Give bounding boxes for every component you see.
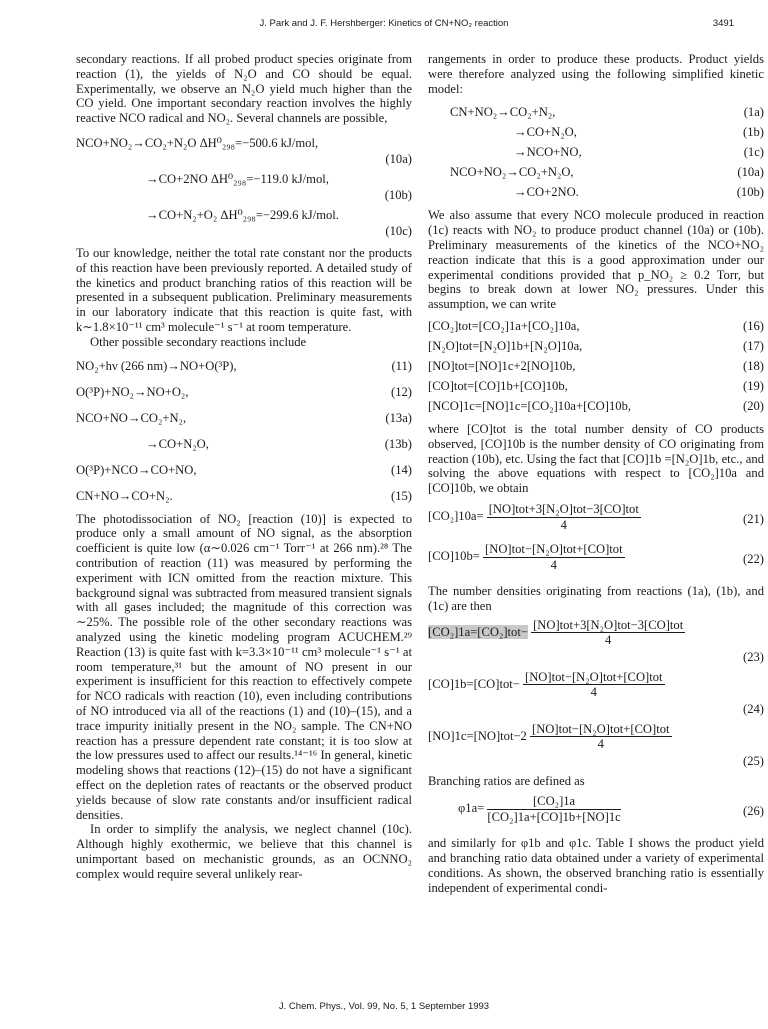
right-column <box>428 52 764 896</box>
equation-13a: NCO+NO→CO₂+N₂, (13a) <box>76 410 412 425</box>
equation-19: [CO]tot=[CO]1b+[CO]10b, (19) <box>428 378 764 393</box>
equation-14: O(³P)+NCO→CO+NO, (14) <box>76 462 412 477</box>
equation-10b: →CO+2NO. (10b) <box>514 185 764 200</box>
paragraph: where [CO]tot is the total number density of CO products observed, [CO]10b is the number density of CO originating from reaction (10b), etc. Using the fact that [CO]1b =[N₂O]1b, etc., and solving the above equations with respect to [CO₂]10a and [CO]10b, we obtain <box>428 421 764 496</box>
equation-17: [N₂O]tot=[N₂O]1b+[N₂O]10a, (17) <box>428 338 764 353</box>
paragraph: To our knowledge, neither the total rate constant nor the products of this reaction have been previously reported. A detailed study of the kinetics and product branching ratios of this reaction will be presented in a subsequent publication. Preliminary measurements in our laboratory indicate that this reaction is quite fast, with k∼1.8×10⁻¹¹ cm³ molecule⁻¹ s⁻¹ at room temperature. <box>76 245 412 334</box>
paragraph: The number densities originating from reactions (1a), (1b), and (1c) are then <box>428 583 764 613</box>
equation-15: CN+NO→CO+N₂. (15) <box>76 488 412 503</box>
equation-1b: →CO+N₂O, (1b) <box>514 125 764 140</box>
left-column <box>76 52 412 881</box>
equation-1c: →NCO+NO, (1c) <box>514 145 764 160</box>
equation-10c: →CO+N₂+O₂ ΔH⁰₂₉₈=−299.6 kJ/mol. (10c) <box>146 207 412 238</box>
equation-21: [CO₂]10a= $\frac{\text{[NO]tot+3[N₂O]tot−3[CO]tot}}{4}$ (21) <box>428 501 764 532</box>
equation-16: [CO₂]tot=[CO₂]1a+[CO₂]10a, (16) <box>428 318 764 333</box>
paragraph: rangements in order to produce these products. Product yields were therefore analyzed using the following simplified kinetic model: <box>428 52 764 96</box>
paragraph: Branching ratios are defined as <box>428 773 585 788</box>
equation-10a: NCO+NO₂→CO₂+N₂O ΔH⁰₂₉₈=−500.6 kJ/mol, (10a) <box>76 135 412 166</box>
running-header <box>0 18 768 34</box>
running-title: J. Park and J. F. Hershberger: Kinetics of CN+NO₂ reaction <box>259 18 509 29</box>
paragraph: Other possible secondary reactions include <box>90 334 307 349</box>
equation-10a: NCO+NO₂→CO₂+N₂O, (10a) <box>450 165 764 180</box>
equation-12: O(³P)+NO₂→NO+O₂, (12) <box>76 384 412 399</box>
equation-13b: →CO+N₂O, (13b) <box>146 436 412 451</box>
footer: J. Chem. Phys., Vol. 99, No. 5, 1 September 1993 <box>278 1001 490 1012</box>
paragraph: The photodissociation of NO₂ [reaction (10)] is expected to produce only a small amount of NO signal, as the absorption coefficient is quite low (α∼0.026 cm⁻¹ Torr⁻¹ at 266 nm).²⁸ The contribution of reaction (11) was measured by performing the experiment with ICN omitted from the reaction mixture. This background signal was subtracted from measured transient signals with all gases included; the magnitude of this correction was ∼25%. The possible role of the other secondary reactions was analyzed using the kinetic modeling program ACUCHEM.²⁹ Reaction (13) is quite fast with k=3.3×10⁻¹¹ cm³ molecule⁻¹ s⁻¹ at room temperature,³¹ but the amount of NO present in our experiment is insufficient for this reaction to effectively compete for NCO radicals with reaction (10), even including contributions of NO introduced via all of the reactions (1) and (10)–(15), and a trace impurity initially present in the NO₂ sample. The CN+NO reaction has a pressure dependent rate constant; it is too slow at the low pressures used to affect our results.¹⁴⁻¹⁶ In general, kinetic modeling shows that reactions (12)–(15) do not have a significant effect on the depletion rates of reactants or the observed product yields because of slow rate constants and/or insufficient radical densities. <box>76 511 412 822</box>
page-number: 3491 <box>712 18 734 29</box>
equation-22: [CO]10b= $\frac{\text{[NO]tot−[N₂O]tot+[CO]tot}}{4}$ (22) <box>428 541 764 572</box>
equation-25: [NO]1c=[NO]tot−2 $\frac{\text{[NO]tot−[N₂O]tot+[CO]tot}}{4}$ (25) <box>428 721 764 768</box>
equation-26: φ1a= $\frac{\text{[CO₂]1a}}{\text{[CO₂]1a+[CO]1b+[NO]1c}}$ (26) <box>458 794 764 825</box>
equation-10b: →CO+2NO ΔH⁰₂₉₈=−119.0 kJ/mol, (10b) <box>146 171 412 202</box>
paragraph: and similarly for φ1b and φ1c. Table I shows the product yield and branching ratio data obtained under a variety of experimental conditions. As shown, the observed branching ratio is essentially independent of experimental condi- <box>428 836 764 895</box>
equation-23: [CO₂]1a=[CO₂]tot− $\frac{\text{[NO]tot+3[N₂O]tot−3[CO]tot}}{4}$ (23) <box>428 617 764 664</box>
equation-1a: CN+NO₂→CO₂+N₂, (1a) <box>450 105 764 120</box>
equation-20: [NCO]1c=[NO]1c=[CO₂]10a+[CO]10b, (20) <box>428 398 764 413</box>
equation-24: [CO]1b=[CO]tot− $\frac{\text{[NO]tot−[N₂O]tot+[CO]tot}}{4}$ (24) <box>428 669 764 716</box>
paragraph: secondary reactions. If all probed product species originate from reaction (1), the yields of N₂O and CO should be equal. Experimentally, we observe an N₂O yield much higher than the CO yield. One important secondary reaction involves the highly reactive NCO radical and NO₂. Several channels are possible, <box>76 52 412 126</box>
paragraph: We also assume that every NCO molecule produced in reaction (1c) reacts with NO₂ to produce product channel (10a) or (10b). Preliminary measurements of the kinetics of the NCO+NO₂ reaction indicate that this is a good approximation under our experimental conditions provided that p_NO₂ ≥ 0.2 Torr, but begins to break down at lower NO₂ pressures. Under this assumption, we can write <box>428 208 764 312</box>
equation-18: [NO]tot=[NO]1c+2[NO]10b, (18) <box>428 358 764 373</box>
equation-11: NO₂+hν (266 nm)→NO+O(³P), (11) <box>76 358 412 373</box>
paragraph: In order to simplify the analysis, we neglect channel (10c). Although highly exothermic, we believe that this channel is unimportant based on mechanistic grounds, as an OCNNO₂ complex would require several unlikely rear- <box>76 822 412 881</box>
